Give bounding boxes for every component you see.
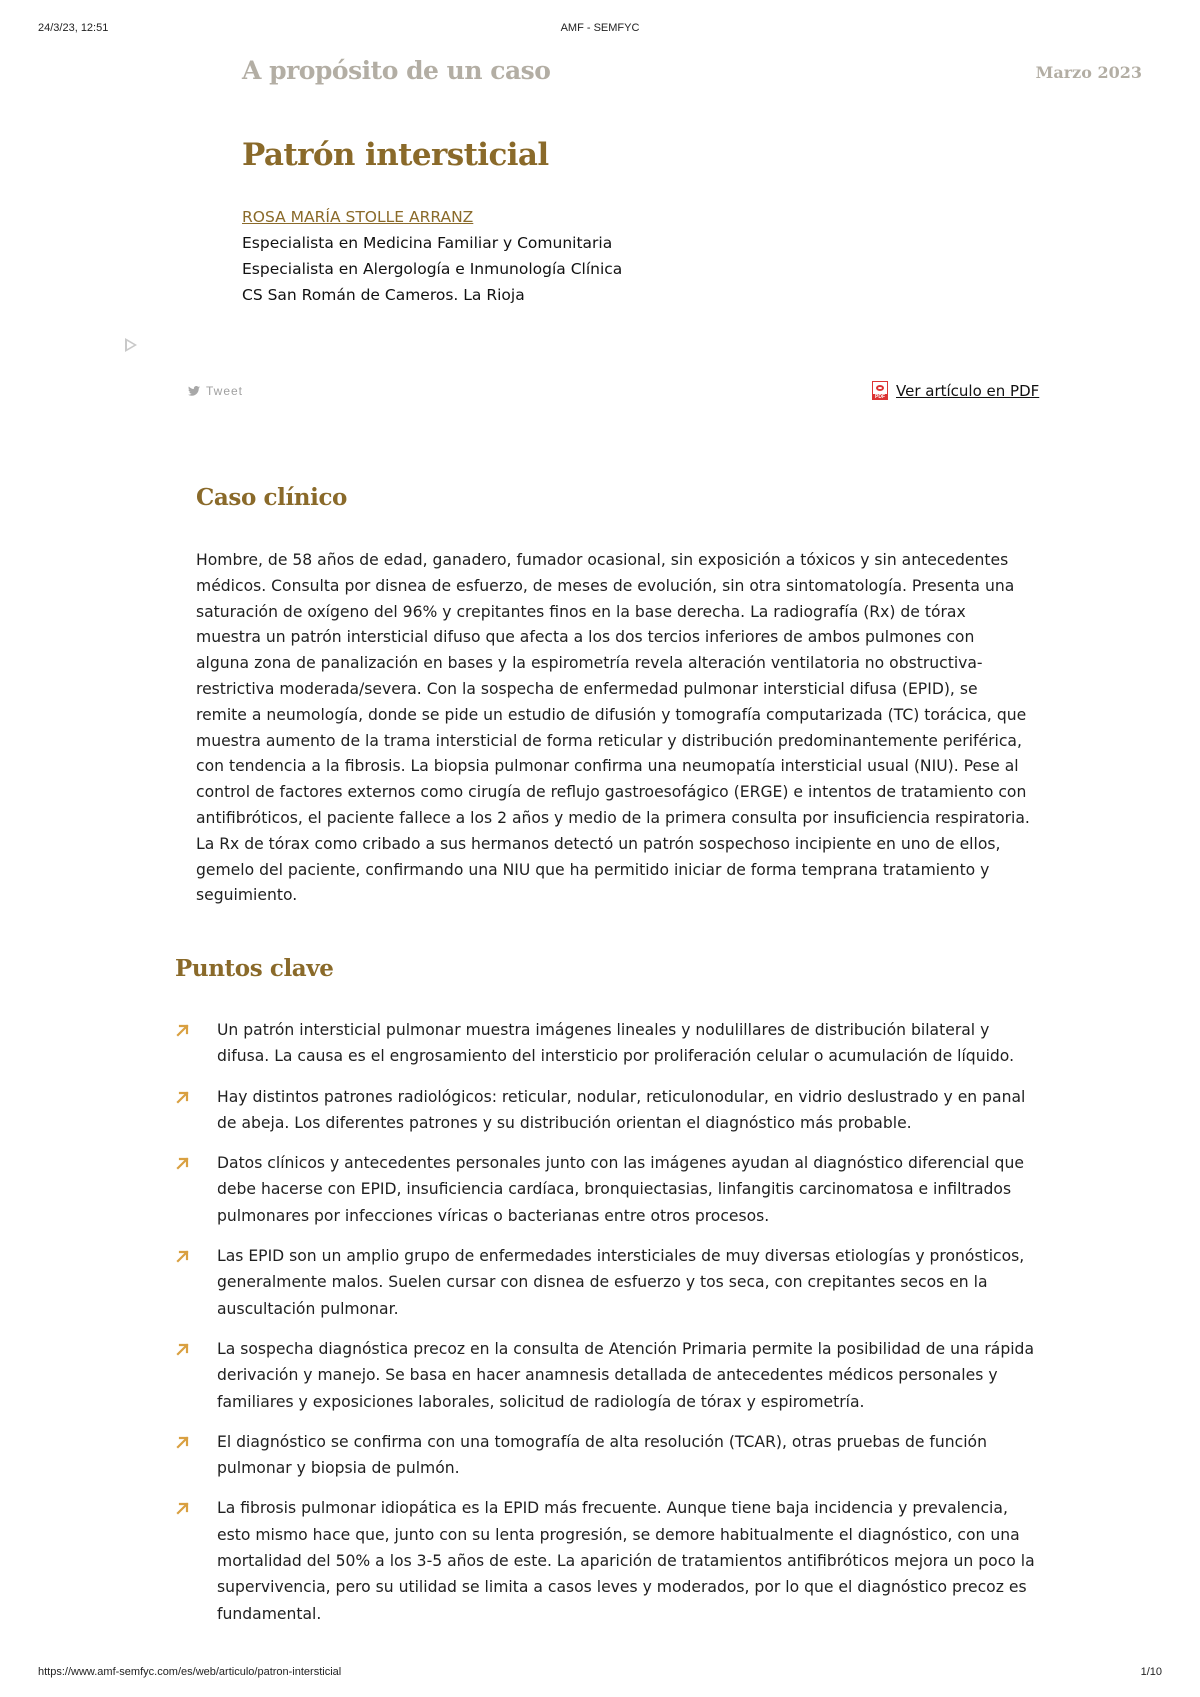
article-title: Patrón intersticial (242, 137, 549, 173)
author-block (242, 204, 622, 308)
list-item (175, 1084, 1037, 1137)
author-name-link[interactable]: ROSA MARÍA STOLLE ARRANZ (242, 208, 474, 226)
key-point-text: La fibrosis pulmonar idiopática es la EPID más frecuente. Aunque tiene baja incidencia y prevalencia, esto mismo hace que, junto con su lenta progresión, se demore habitualmente el diagnóstico, con una mortalidad del 50% a los 3-5 años de este. La aparición de tratamientos antifibróticos mejora un poco la supervivencia, pero su utilidad se limita a casos leves y moderados, por lo que el diagnóstico precoz es fundamental. (217, 1499, 1035, 1623)
section-label: A propósito de un caso (242, 56, 551, 85)
arrow-up-right-icon (175, 1022, 191, 1038)
case-text: Hombre, de 58 años de edad, ganadero, fumador ocasional, sin exposición a tóxicos y sin antecedentes médicos. Consulta por disnea de esfuerzo, de meses de evolución, sin otra sintomatología. Presenta una saturación de oxígeno del 96% y crepitantes finos en la base derecha. La radiografía (Rx) de tórax muestra un patrón intersticial difuso que afecta a los dos tercios inferiores de ambos pulmones con alguna zona de panalización en bases y la espirometría revela alteración ventilatoria no obstructiva-restrictiva moderada/severa. Con la sospecha de enfermedad pulmonar intersticial difusa (EPID), se remite a neumología, donde se pide un estudio de difusión y tomografía computarizada (TC) torácica, que muestra aumento de la trama intersticial de forma reticular y distribución predominantemente periférica, con tendencia a la fibrosis. La biopsia pulmonar confirma una neumopatía intersticial usual (NIU). Pese al control de factores externos como cirugía de reflujo gastroesofágico (ERGE) e intentos de tratamiento con antifibróticos, el paciente fallece a los 2 años y medio de la primera consulta por insuficiencia respiratoria. La Rx de tórax como cribado a sus hermanos detectó un patrón sospechoso incipiente en uno de ellos, gemelo del paciente, confirmando una NIU que ha permitido iniciar de forma temprana tratamiento y seguimiento. (196, 551, 1030, 905)
arrow-up-right-icon (175, 1089, 191, 1105)
tweet-button[interactable] (188, 384, 243, 398)
arrow-up-right-icon (175, 1155, 191, 1171)
author-affiliation: CS San Román de Cameros. La Rioja (242, 286, 525, 304)
print-url: https://www.amf-semfyc.com/es/web/articulo/patron-intersticial (38, 1666, 342, 1678)
view-pdf-label: Ver artículo en PDF (896, 381, 1040, 400)
key-point-text: La sospecha diagnóstica precoz en la consulta de Atención Primaria permite la posibilidad de una rápida derivación y manejo. Se basa en hacer anamnesis detallada de antecedentes médicos personales y familiares y exposiciones laborales, solicitud de radiología de tórax y espirometría. (217, 1339, 1035, 1411)
tweet-label: Tweet (206, 384, 244, 398)
key-point-text: El diagnóstico se confirma con una tomografía de alta resolución (TCAR), otras pruebas de función pulmonar y biopsia de pulmón. (217, 1432, 987, 1478)
print-site-title: AMF - SEMFYC (560, 22, 640, 34)
author-affiliation: Especialista en Medicina Familiar y Comunitaria (242, 234, 613, 252)
pdf-file-icon (872, 381, 888, 400)
key-point-text: Un patrón intersticial pulmonar muestra imágenes lineales y nodulillares de distribución bilateral y difusa. La causa es el engrosamiento del intersticio por proliferación celular o acumulación de líquido. (217, 1021, 1015, 1066)
issue-date: Marzo 2023 (1035, 63, 1142, 82)
list-item (175, 1150, 1037, 1229)
list-item (175, 1336, 1037, 1415)
list-item (175, 1017, 1037, 1070)
list-item (175, 1429, 1037, 1482)
author-affiliation: Especialista en Alergología e Inmunología Clínica (242, 260, 623, 278)
twitter-bird-icon (188, 386, 200, 396)
key-point-text: Las EPID son un amplio grupo de enfermedades intersticiales de muy diversas etiologías y pronósticos, generalmente malos. Suelen cursar con disnea de esfuerzo y tos seca, con crepitantes secos en la auscultación pulmonar. (217, 1247, 1025, 1318)
play-triangle-icon[interactable] (125, 338, 137, 352)
arrow-up-right-icon (175, 1341, 191, 1357)
key-points-list (175, 1017, 1037, 1641)
key-point-text: Hay distintos patrones radiológicos: reticular, nodular, reticulonodular, en vidrio deslustrado y en panal de abeja. Los diferentes patrones y su distribución orientan el diagnóstico más probable. (217, 1087, 1026, 1132)
case-heading: Caso clínico (196, 484, 347, 511)
key-points-heading: Puntos clave (175, 955, 334, 982)
arrow-up-right-icon (175, 1248, 191, 1264)
arrow-up-right-icon (175, 1500, 191, 1516)
print-datetime: 24/3/23, 12:51 (38, 22, 109, 34)
list-item (175, 1495, 1037, 1626)
print-page-number: 1/10 (1140, 1666, 1162, 1678)
view-pdf-link[interactable] (872, 381, 1039, 400)
arrow-up-right-icon (175, 1434, 191, 1450)
key-point-text: Datos clínicos y antecedentes personales junto con las imágenes ayudan al diagnóstico diferencial que debe hacerse con EPID, insuficiencia cardíaca, bronquiectasias, linfangitis carcinomatosa e infiltrados pulmonares por infecciones víricas o bacterianas entre otros procesos. (217, 1154, 1024, 1225)
list-item (175, 1243, 1037, 1322)
